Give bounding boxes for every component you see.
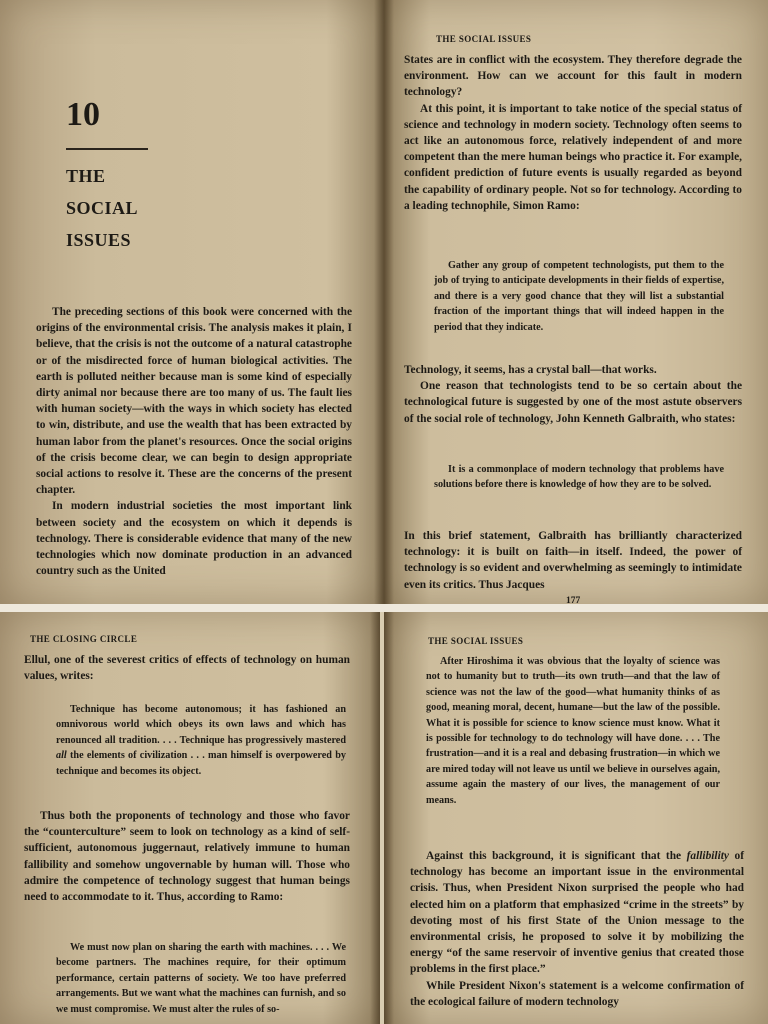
emphasis: fallibility xyxy=(686,850,729,862)
page-gutter-shadow xyxy=(384,612,394,1024)
paragraph: Ellul, one of the severest critics of effects of technology on human values, writes: xyxy=(24,654,350,683)
quote-text: After Hiroshima it was obvious that the loyalty of science was not to humanity but to truth—its own truth—and that the law of science was not the law of the good—what humanity thinks of as good, meaning moral, decent, humane—but the law of the possible. What it is possible for science to know science must know. What it is possible for technology to do technology will have done. . . . The frustration—and it is a real and debasing frustration—in which we are mired today will not leave us until we believe in ourselves again, assume again the mastery of our lives, the management of our means. xyxy=(426,656,720,806)
emphasis: all xyxy=(56,750,67,762)
chapter-title-line: SOCIAL xyxy=(66,198,139,218)
quote-text: Gather any group of competent technologists, put them to the job of trying to anticipate developments in their fields of expertise, and there is a very good chance that they will list a substantial fraction of the important things that will indeed happen in the period that they indicate. xyxy=(434,260,724,333)
scan-separator xyxy=(0,604,768,612)
paragraph: The preceding sections of this book were concerned with the origins of the environmental crisis. The analysis makes it plain, I believe, that the crisis is not the outcome of a natural catastrophe or of the misdirected force of human biological activities. The earth is polluted neither because man is some kind of especially dirty animal nor because there are too many of us. The fault lies with human society—with the ways in which society has elected to win, distribute, and use the wealth that has been extracted by human labor from the planet's resources. Once the social origins of the crisis become clear, we can begin to design appropriate social actions to resolve it. These are the concerns of the present chapter. xyxy=(36,306,352,497)
paragraph: At this point, it is important to take notice of the special status of science and technology in modern society. Technology often seems to act like an autonomous force, relatively independent of and more competent than the mere human beings who practice it. For example, confident prediction of future events is usually regarded as beyond the capability of ordinary people. Not so for technology. According to a leading technophile, Simon Ramo: xyxy=(404,102,742,212)
body-text xyxy=(404,528,742,593)
body-text xyxy=(36,304,352,579)
body-text xyxy=(404,362,742,427)
quote-text: It is a commonplace of modern technology that problems have solutions before there is knowledge of how they are to be solved. xyxy=(434,464,724,491)
quote-text: Technique has become autonomous; it has fashioned an omnivorous world which obeys its own laws and which has renounced all tradition. . . . Technique has progressively mastered all the elements of civilization . . . man himself is overpowered by technique and becomes its object. xyxy=(56,704,346,777)
block-quote xyxy=(56,702,346,779)
page-chapter-opening xyxy=(0,0,384,604)
block-quote xyxy=(434,462,724,493)
paragraph: One reason that technologists tend to be so certain about the technological future is suggested by one of the most astute observers of the social role of technology, John Kenneth Galbraith, who states: xyxy=(404,380,742,425)
chapter-title-line: ISSUES xyxy=(66,230,132,250)
paragraph: While President Nixon's statement is a welcome confirmation of the ecological failure of modern technology xyxy=(410,979,744,1008)
running-head: THE SOCIAL ISSUES xyxy=(428,636,524,646)
block-quote xyxy=(56,940,346,1017)
paragraph: In modern industrial societies the most important link between society and the ecosystem on which it depends is technology. There is considerable evidence that many of the new technologies which now dominate production in an advanced country such as the United xyxy=(36,500,352,578)
page-social-issues xyxy=(384,612,768,1024)
body-text xyxy=(410,848,744,1010)
quote-text: We must now plan on sharing the earth with machines. . . . We become partners. The machines require, for their optimum performance, certain patterns of society. We too have preferred arrangements. But we want what the machines can furnish, and so we must compromise. We must alter the rules of so- xyxy=(56,942,346,1015)
block-quote xyxy=(426,654,720,808)
page-gutter-shadow xyxy=(370,612,380,1024)
paragraph: In this brief statement, Galbraith has brilliantly characterized technology: it is built on faith—in itself. Indeed, the power of technology is so evident and overwhelming as seemingly to intimidate even its critics. Thus Jacques xyxy=(404,530,742,591)
page-gutter-shadow xyxy=(374,0,384,604)
running-head: THE SOCIAL ISSUES xyxy=(436,34,532,44)
chapter-title xyxy=(66,160,138,256)
chapter-title-line: THE xyxy=(66,166,106,186)
chapter-number: 10 xyxy=(66,96,100,133)
running-head: THE CLOSING CIRCLE xyxy=(30,634,138,644)
body-text xyxy=(24,808,350,905)
page-gutter-shadow xyxy=(384,0,394,604)
page-closing-circle xyxy=(0,612,380,1024)
paragraph: States are in conflict with the ecosystem. They therefore degrade the environment. How can we account for this fault in modern technology? xyxy=(404,54,742,99)
paragraph: Technology, it seems, has a crystal ball—that works. xyxy=(404,364,657,376)
paragraph: Against this background, it is significant that the fallibility of technology has become an important issue in the environmental crisis. Thus, when President Nixon surprised the people who had elected him on a platform that emphasized “crime in the streets” by devoting most of his first State of the Union message to the environmental crisis, he proposed to solve it by mobilizing the energy “of the same reservoir of inventive genius that created those problems in the first place.” xyxy=(410,850,744,976)
body-text xyxy=(404,52,742,214)
page-number: 177 xyxy=(566,596,581,604)
block-quote xyxy=(434,258,724,335)
chapter-rule xyxy=(66,148,148,150)
paragraph: Thus both the proponents of technology and those who favor the “counterculture” seem to look on technology as a kind of self-sufficient, autonomous juggernaut, relatively immune to human fallibility and somehow ungovernable by human will. Those who admire the competence of technology suggest that human beings need to accommodate to it. Thus, according to Ramo: xyxy=(24,810,350,904)
page-177 xyxy=(384,0,768,604)
body-text xyxy=(24,652,350,684)
